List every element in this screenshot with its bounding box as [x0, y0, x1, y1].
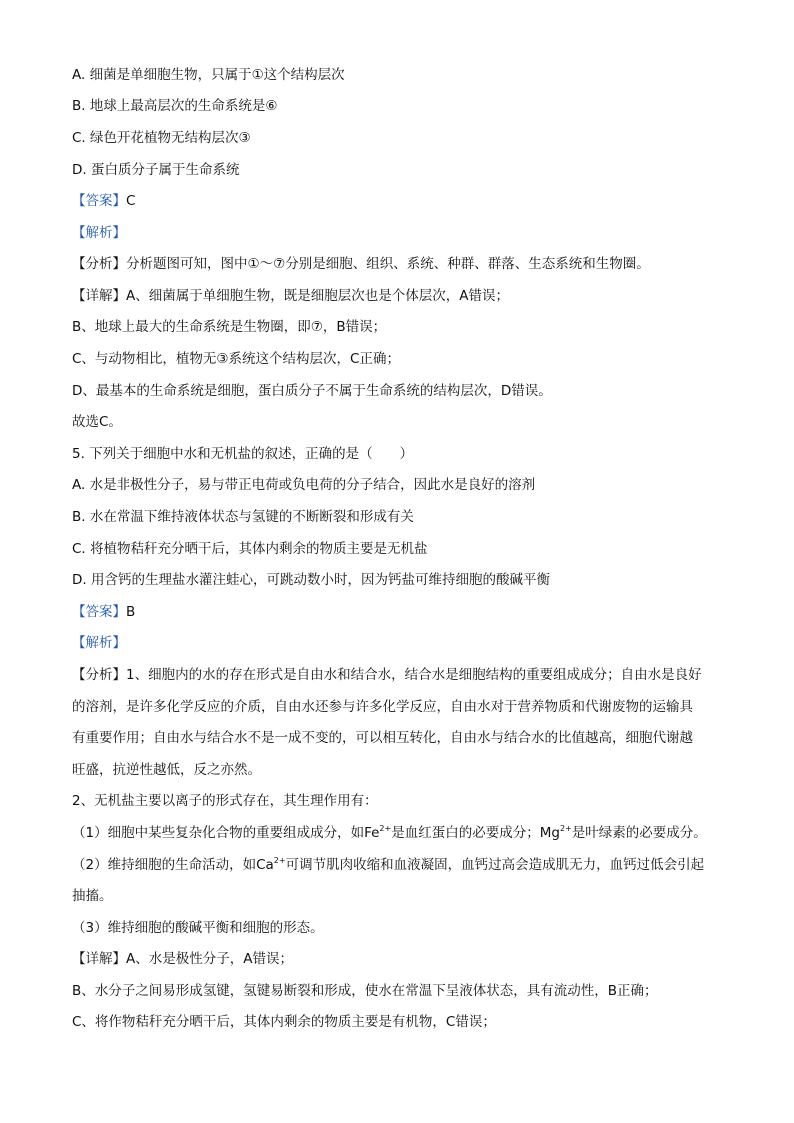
q4-option-c: C. 绿色开花植物无结构层次③: [72, 130, 251, 146]
fenxi-text: 1、细胞内的水的存在形式是自由水和结合水，结合水是细胞结构的重要组成成分；自由水是良好: [126, 667, 702, 683]
q5-option-b: B. 水在常温下维持液体状态与氢键的不断断裂和形成有关: [72, 509, 414, 525]
q5-fenxi-line4: 旺盛，抗逆性越低，反之亦然。: [72, 762, 261, 778]
q5-salt-point3: （3）维持细胞的酸碱平衡和细胞的形态。: [72, 920, 324, 936]
answer-label: 【答案】: [72, 193, 126, 209]
q4-conclusion: 故选C。: [72, 414, 122, 430]
q5-salt-point1: [72, 824, 722, 842]
point2-part-a: （2）维持细胞的生命活动，如Ca: [72, 857, 274, 873]
fe-ion-charge: 2+: [379, 823, 392, 833]
point1-part-a: （1）细胞中某些复杂化合物的重要组成成分，如Fe: [72, 825, 380, 841]
point2-part-b: 可调节肌肉收缩和血液凝固，血钙过高会造成肌无力，血钙过低会引起: [285, 857, 705, 873]
q4-option-d: D. 蛋白质分子属于生命系统: [72, 162, 240, 178]
q4-fenxi: [72, 255, 722, 273]
q4-option-a: A. 细菌是单细胞生物，只属于①这个结构层次: [72, 67, 345, 83]
q5-salt-point2-cont: 抽搐。: [72, 888, 113, 904]
q5-fenxi-line2: 的溶剂，是许多化学反应的介质，自由水还参与许多化学反应，自由水对于营养物质和代谢废物的运输具: [72, 699, 693, 715]
q4-jiexi-label: 【解析】: [72, 225, 126, 241]
q5-option-a: A. 水是非极性分子，易与带正电荷或负电荷的分子结合，因此水是良好的溶剂: [72, 477, 536, 493]
xiangjie-text: A、细菌属于单细胞生物，既是细胞层次也是个体层次，A错误；: [126, 288, 509, 304]
point1-part-b: 是血红蛋白的必要成分；Mg: [391, 825, 560, 841]
q4-detail-b: B、地球上最大的生命系统是生物圈，即⑦，B错误；: [72, 319, 387, 335]
q5-xiangjie: [72, 950, 722, 968]
q5-stem: 5. 下列关于细胞中水和无机盐的叙述，正确的是（ ）: [72, 446, 414, 462]
q4-xiangjie: [72, 287, 722, 305]
q5-fenxi-line1: [72, 666, 722, 684]
ca-ion-charge: 2+: [273, 855, 286, 865]
q4-answer: [72, 192, 722, 210]
fenxi-label: 【分析】: [72, 667, 126, 683]
q5-jiexi-label: 【解析】: [72, 635, 126, 651]
q5-salt-point2: [72, 856, 722, 874]
fenxi-label: 【分析】: [72, 256, 126, 272]
xiangjie-label: 【详解】: [72, 288, 126, 304]
q5-detail-b: B、水分子之间易形成氢键，氢键易断裂和形成，使水在常温下呈液体状态，具有流动性，B正确；: [72, 983, 658, 999]
answer-value: C: [126, 193, 136, 209]
q5-option-c: C. 将植物秸秆充分晒干后，其体内剩余的物质主要是无机盐: [72, 541, 428, 557]
q5-salt-intro: 2、无机盐主要以离子的形式存在，其生理作用有：: [72, 793, 378, 809]
q5-option-d: D. 用含钙的生理盐水灌注蛙心，可跳动数小时，因为钙盐可维持细胞的酸碱平衡: [72, 572, 550, 588]
q4-detail-c: C、与动物相比，植物无③系统这个结构层次，C正确；: [72, 351, 400, 367]
mg-ion-charge: 2+: [559, 823, 572, 833]
fenxi-text: 分析题图可知，图中①～⑦分别是细胞、组织、系统、种群、群落、生态系统和生物圈。: [126, 256, 650, 272]
point1-part-c: 是叶绿素的必要成分。: [571, 825, 707, 841]
q5-answer: [72, 603, 722, 621]
q4-detail-d: D、最基本的生命系统是细胞，蛋白质分子不属于生命系统的结构层次，D错误。: [72, 383, 552, 399]
q4-option-b: B. 地球上最高层次的生命系统是⑥: [72, 98, 278, 114]
q5-detail-c: C、将作物秸秆充分晒干后，其体内剩余的物质主要是有机物，C错误；: [72, 1014, 496, 1030]
xiangjie-label: 【详解】: [72, 951, 126, 967]
answer-value: B: [126, 604, 136, 620]
q5-fenxi-line3: 有重要作用；自由水与结合水不是一成不变的，可以相互转化，自由水与结合水的比值越高，细胞代谢越: [72, 730, 693, 746]
answer-label: 【答案】: [72, 604, 126, 620]
xiangjie-text: A、水是极性分子，A错误；: [126, 951, 293, 967]
